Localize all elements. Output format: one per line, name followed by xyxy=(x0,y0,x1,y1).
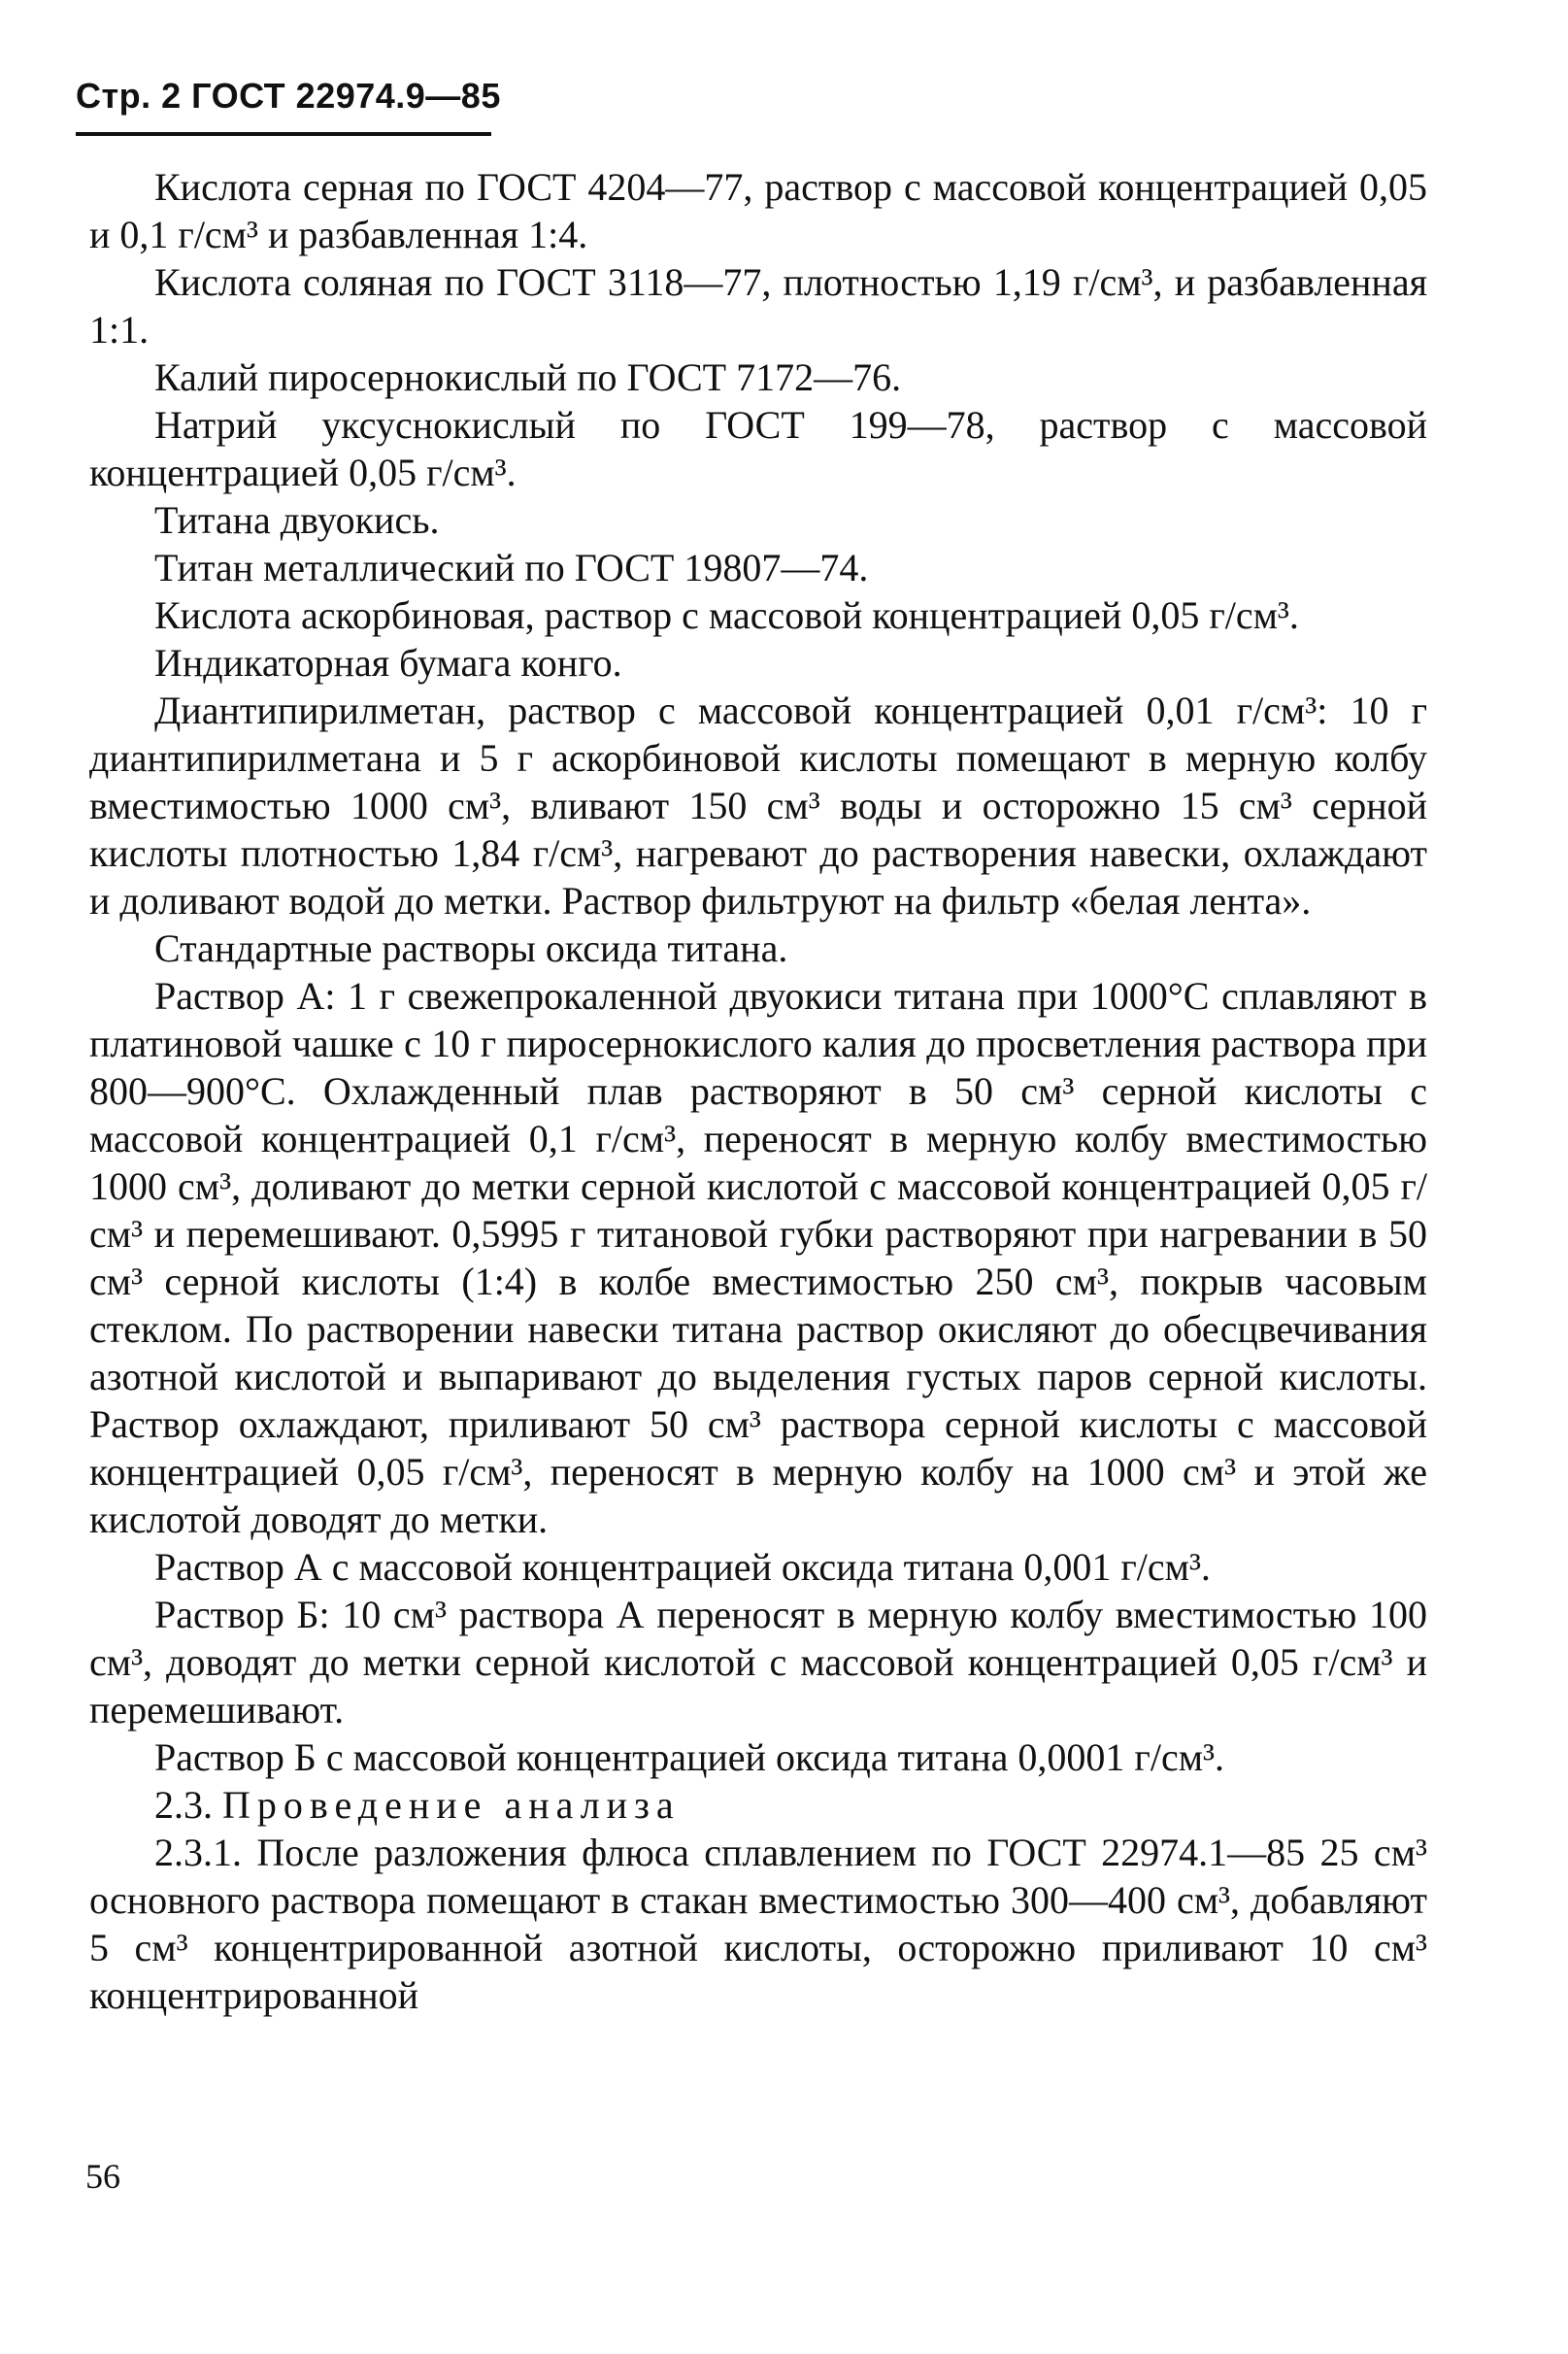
paragraph: Титана двуокись. xyxy=(154,498,440,542)
paragraph: Кислота серная по ГОСТ 4204—77, раствор с массовой концентрацией 0,05 и 0,1 г/см³ и разбавленная 1:4. xyxy=(89,165,1427,256)
paragraph: Стандартные растворы оксида титана. xyxy=(154,926,788,970)
paragraph: Натрий уксуснокислый по ГОСТ 199—78, раствор с массовой концентрацией 0,05 г/см³. xyxy=(89,403,1427,494)
paragraph: Раствор А с массовой концентрацией оксида титана 0,001 г/см³. xyxy=(154,1545,1211,1589)
paragraph: Раствор Б с массовой концентрацией оксида титана 0,0001 г/см³. xyxy=(154,1735,1225,1779)
section-heading xyxy=(89,1781,1427,1829)
section-title: Проведение анализа xyxy=(222,1783,681,1827)
paragraph: 2.3.1. После разложения флюса сплавлением по ГОСТ 22974.1—85 25 см³ основного раствора помещают в стакан вместимостью 300—400 см³, добавляют 5 см³ концентрированной азотной кислоты, осторожно приливают 10 см³ концентрированной xyxy=(89,1831,1427,2017)
document-body xyxy=(89,163,1427,2019)
paragraph: Раствор Б: 10 см³ раствора А переносят в мерную колбу вместимостью 100 см³, доводят до метки серной кислотой с массовой концентрацией 0,05 г/см³ и перемешивают. xyxy=(89,1593,1427,1732)
paragraph: Калий пиросернокислый по ГОСТ 7172—76. xyxy=(154,355,902,399)
header-rule xyxy=(76,132,491,136)
paragraph: Кислота аскорбиновая, раствор с массовой концентрацией 0,05 г/см³. xyxy=(154,593,1299,637)
section-number: 2.3. xyxy=(154,1783,213,1827)
paragraph: Индикаторная бумага конго. xyxy=(154,641,622,685)
paragraph: Кислота соляная по ГОСТ 3118—77, плотностью 1,19 г/см³, и разбавленная 1:1. xyxy=(89,260,1427,352)
paragraph: Титан металлический по ГОСТ 19807—74. xyxy=(154,546,869,589)
paragraph: Диантипирилметан, раствор с массовой концентрацией 0,01 г/см³: 10 г диантипирилметана и 5 г аскорбиновой кислоты помещают в мерную колбу вместимостью 1000 см³, вливают 150 см³ воды и осторожно 15 см³ серной кислоты плотностью 1,84 г/см³, нагревают до растворения навески, охлаждают и доливают водой до метки. Раствор фильтруют на фильтр «белая лента». xyxy=(89,689,1427,923)
paragraph: Раствор А: 1 г свежепрокаленной двуокиси титана при 1000°С сплавляют в платиновой чашке с 10 г пиросернокислого калия до просветления раствора при 800—900°С. Охлажденный плав растворяют в 50 см³ серной кислоты с массовой концентрацией 0,1 г/см³, переносят в мерную колбу вместимостью 1000 см³, доливают до метки серной кислотой с массовой концентрацией 0,05 г/см³ и перемешивают. 0,5995 г титановой губки растворяют при нагревании в 50 см³ серной кислоты (1:4) в колбе вместимостью 250 см³, покрыв часовым стеклом. По растворении навески титана раствор окисляют до обесцвечивания азотной кислотой и выпаривают до выделения густых паров серной кислоты. Раствор охлаждают, приливают 50 см³ раствора серной кислоты с массовой концентрацией 0,05 г/см³, переносят в мерную колбу на 1000 см³ и этой же кислотой доводят до метки. xyxy=(89,974,1427,1541)
page-number: 56 xyxy=(85,2157,120,2196)
running-header: Стр. 2 ГОСТ 22974.9—85 xyxy=(76,76,501,116)
